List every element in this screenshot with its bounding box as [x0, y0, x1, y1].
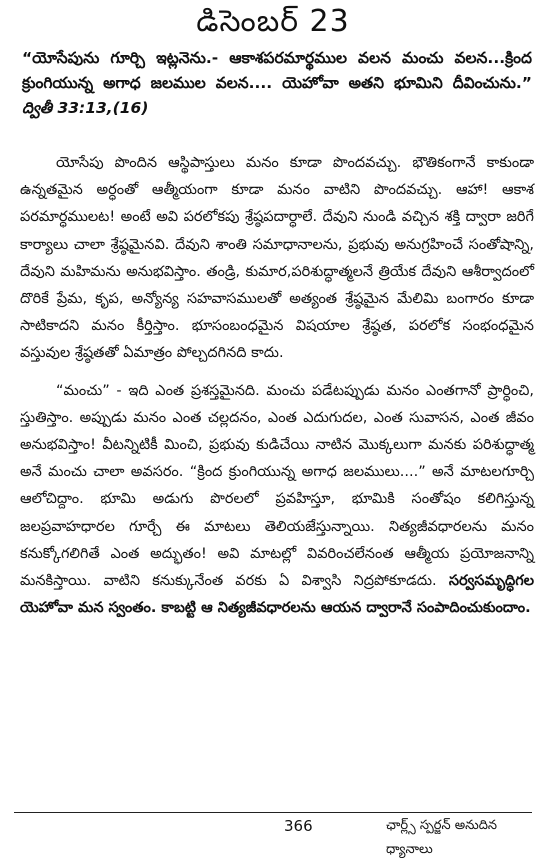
- footer-divider: [14, 812, 532, 813]
- paragraph-2-bold-text: సర్వసమృద్ధిగల యెహోవా మన స్వంతం. కాబట్టి ఆ నిత్యజీవధారలను ఆయన ద్వారానే సంపాదించుకుందాం.: [20, 573, 534, 617]
- paragraph-2-text: “మంచు” - ఇది ఎంత ప్రశస్తమైనది. మంచు పడేటప్పుడు మనం ఎంతగానో ప్రార్ధించి, స్తుతిస్తాం. అప్పుడు మనం ఎంత చల్లదనం, ఎంత ఎదుగుదల, ఎంత సువాసన, ఎంత జీవం అనుభవిస్తాం! వీటన్నిటికీ మించి, ప్రభువు కుడిచేయి నాటిన మొక్కలుగా మనకు పరిశుద్ధాత్మ అనే మంచు చాలా అవసరం. “క్రింద క్రుంగియున్న అగాధ జలములు....” అనే మాటలగూర్చి ఆలోచిద్దాం. భూమి అడుగు పొరలలో ప్రవహిస్తూ, భూమికి సంతోషం కలిగిస్తున్న జలప్రవాహధారల గూర్చే ఈ మాటలు తెలియజేస్తున్నాయి. నిత్యజీవధారలను మనం కనుక్కోగలిగితే ఎంత అద్భుతం! అవి మాటల్లో వివరించలేనంత ఆత్మీయ ప్రయోజనాన్ని మనకిస్తాయి. వాటిని కనుక్కునేంత వరకు ఏ విశ్వాసి నిద్రపోకూడదు.: [20, 382, 534, 590]
- page-title: డిసెంబర్ 23: [196, 4, 350, 39]
- paragraph-2: [20, 378, 534, 623]
- page-number: 366: [284, 817, 313, 835]
- scripture-verse: [22, 46, 532, 121]
- page-footer: [0, 814, 546, 857]
- verse-text: “యోసేపును గూర్చి ఇట్లనెను.- ఆకాశపరమార్థముల వలన మంచు వలన...క్రింద క్రుంగియున్న అగాధ జలముల వలన.... యెహోవా అతని భూమిని దీవించును.”: [22, 49, 532, 92]
- book-title: ఛార్ల్స్ స్పర్జన్ అనుదిన ధ్యానాలు: [386, 818, 498, 857]
- devotional-body: [20, 150, 534, 622]
- paragraph-1: యోసేపు పొందిన ఆస్థిపాస్తులు మనం కూడా పొందవచ్చు. భౌతికంగానే కాకుండా ఉన్నతమైన అర్ధంతో ఆత్మీయంగా కూడా మనం వాటిని పొందవచ్చు. ఆహా! ఆకాశ పరమార్ధములట! అంటే అవి పరలోకపు శ్రేష్ఠపదార్ధాలే. దేవుని నుండి వచ్చిన శక్తి ద్వారా జరిగే కార్యాలు చాలా శ్రేష్ఠమైనవి. దేవుని శాంతి సమాధానాలను, ప్రభువు అనుగ్రహించే సంతోషాన్ని, దేవుని మహిమను అనుభవిస్తాం. తండ్రి, కుమార,పరిశుద్ధాత్మలనే త్రియేక దేవుని ఆశీర్వాదంలో దొరికే ప్రేమ, కృప, అన్యోన్య సహవాసములతో అత్యంత శ్రేష్ఠమైన మేలిమి బంగారం కూడా సాటికాదని మనం కీర్తిస్తాం. భూసంబంధమైన విషయాల శ్రేష్ఠత, పరలోక సంభంధమైన వస్తువుల శ్రేష్ఠతతో ఏమాత్రం పోల్చదగినది కాదు.: [20, 155, 534, 362]
- verse-reference: ద్వితీ 33:13,(16): [22, 99, 149, 117]
